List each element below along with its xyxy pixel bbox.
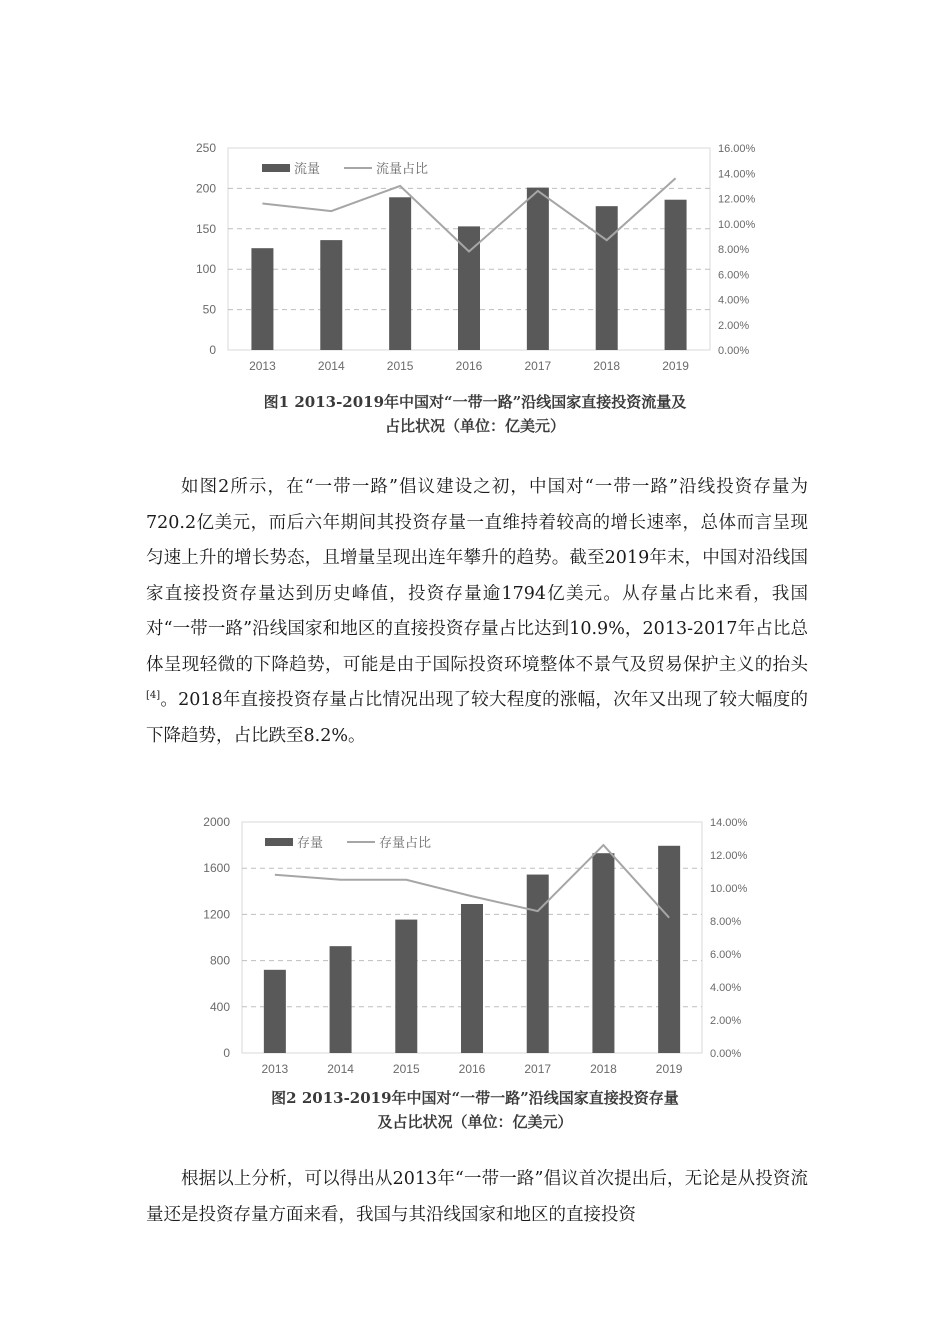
y2-tick-label: 10.00% [718, 218, 756, 231]
x-tick-label: 2017 [524, 359, 552, 373]
y2-tick-label: 0.00% [718, 345, 750, 357]
y-tick-label: 100 [195, 262, 216, 277]
y-tick-label: 250 [195, 141, 216, 155]
y2-tick-label: 4.00% [718, 294, 750, 307]
y2-tick-label: 12.00% [718, 193, 756, 206]
legend-bar-swatch [262, 164, 290, 172]
x-tick-label: 2015 [392, 1062, 420, 1076]
x-tick-label: 2018 [590, 1062, 617, 1076]
x-tick-label: 2013 [261, 1062, 289, 1076]
x-tick-label: 2018 [593, 359, 621, 373]
citation-ref[interactable]: [4] [146, 690, 161, 702]
bar [527, 875, 549, 1053]
y-tick-label: 200 [195, 181, 216, 196]
y2-tick-label: 4.00% [710, 982, 742, 994]
figure2-caption-line1: 图2 2013-2019年中国对“一带一路”沿线国家直接投资存量 [271, 1089, 679, 1107]
y-tick-label: 150 [195, 221, 216, 236]
y2-tick-label: 12.00% [710, 850, 748, 862]
y2-tick-label: 16.00% [718, 143, 756, 155]
body-paragraph-1 [146, 470, 808, 754]
y-tick-label: 1600 [203, 861, 230, 876]
bar [596, 206, 618, 350]
x-tick-label: 2014 [317, 359, 345, 373]
y-tick-label: 800 [209, 953, 230, 968]
x-tick-label: 2014 [327, 1062, 354, 1076]
y2-tick-label: 8.00% [718, 244, 750, 256]
x-tick-label: 2015 [386, 359, 414, 373]
y-tick-label: 0 [209, 343, 216, 357]
y2-tick-label: 6.00% [718, 269, 750, 282]
bar [330, 946, 352, 1053]
x-tick-label: 2019 [662, 359, 689, 373]
y2-tick-label: 2.00% [710, 1015, 742, 1027]
y-tick-label: 400 [209, 999, 230, 1014]
bar [264, 970, 286, 1053]
paragraph-text-continued: 。2018年直接投资存量占比情况出现了较大程度的涨幅，次年又出现了较大幅度的下降趋势，占比跌至8.2%。 [146, 690, 808, 746]
y2-tick-label: 2.00% [718, 319, 750, 332]
legend-bar-label: 存量 [297, 835, 324, 850]
y2-tick-label: 6.00% [710, 949, 742, 961]
bar [395, 920, 417, 1053]
figure2-chart [0, 805, 950, 1087]
x-tick-label: 2016 [455, 359, 483, 373]
y-tick-label: 1200 [203, 907, 230, 922]
body-paragraph-2 [146, 1162, 808, 1233]
y-tick-label: 50 [202, 302, 216, 317]
legend-line-label: 存量占比 [379, 835, 432, 850]
y2-tick-label: 14.00% [718, 168, 756, 181]
figure1-caption-line1: 图1 2013-2019年中国对“一带一路”沿线国家直接投资流量及 [263, 393, 687, 411]
bar [389, 197, 411, 350]
bar [320, 240, 342, 350]
bar [527, 188, 549, 350]
figure1-caption [150, 390, 800, 438]
y2-tick-label: 14.00% [710, 817, 748, 829]
paragraph-text: 如图2所示，在“一带一路”倡议建设之初，中国对“一带一路”沿线投资存量为720.2亿美元，而后六年期间其投资存量一直维持着较高的增长速率，总体而言呈现匀速上升的增长势态，且增量呈现出连年攀升的趋势。截至2019年末，中国对沿线国家直接投资存量达到历史峰值，投资存量逾1794亿美元。从存量占比来看，我国对“一带一路”沿线国家和地区的直接投资存量占比达到10.9%，2013-2017年占比总体呈现轻微的下降趋势，可能是由于国际投资环境整体不景气及贸易保护主义的抬头 [146, 477, 808, 675]
bar [461, 904, 483, 1053]
figure2-caption-line2: 及占比状况（单位：亿美元） [377, 1113, 573, 1131]
paragraph-text: 根据以上分析，可以得出从2013年“一带一路”倡议首次提出后，无论是从投资流量还是投资存量方面来看，我国与其沿线国家和地区的直接投资 [146, 1169, 808, 1225]
bar [658, 846, 680, 1053]
legend-bar-label: 流量 [294, 161, 321, 176]
y2-tick-label: 8.00% [710, 916, 742, 928]
figure1-caption-line2: 占比状况（单位：亿美元） [384, 417, 565, 435]
x-tick-label: 2013 [249, 359, 276, 373]
y-tick-label: 2000 [203, 815, 230, 829]
x-tick-label: 2016 [458, 1062, 486, 1076]
x-tick-label: 2017 [524, 1062, 552, 1076]
bar [251, 248, 273, 350]
y2-tick-label: 0.00% [710, 1048, 742, 1060]
legend-bar-swatch [265, 838, 293, 846]
bar [592, 853, 614, 1053]
bar [665, 200, 687, 350]
y-tick-label: 0 [223, 1046, 230, 1060]
x-tick-label: 2019 [655, 1062, 683, 1076]
figure2-caption [150, 1086, 800, 1134]
figure1-chart [0, 132, 950, 387]
y2-tick-label: 10.00% [710, 883, 748, 895]
legend-line-label: 流量占比 [376, 161, 429, 176]
